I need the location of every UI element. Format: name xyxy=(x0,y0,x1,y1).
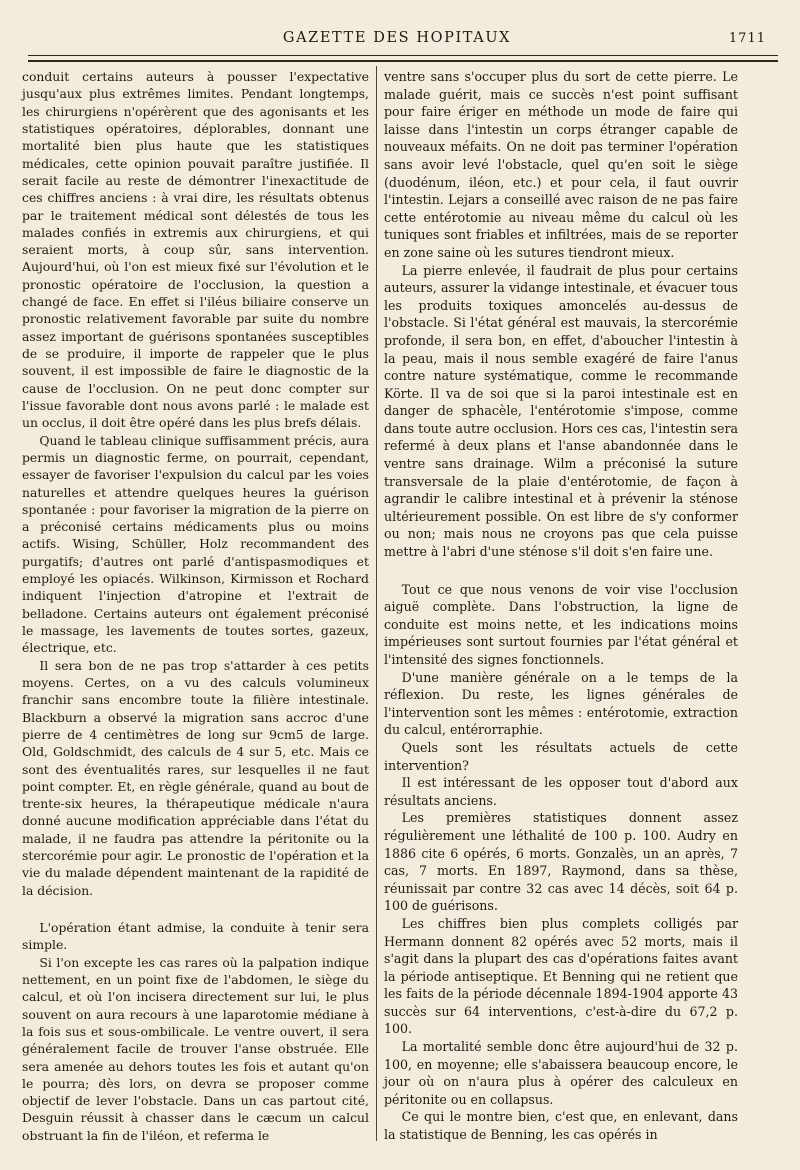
header-rule-thin xyxy=(28,55,778,56)
running-title: GAZETTE DES HOPITAUX xyxy=(282,30,512,46)
page-number: 1711 xyxy=(728,31,766,46)
paragraph: D'une manière générale on a le temps de la réflexion. Du reste, les lignes générales de l'intervention sont les mêmes : entérotomie, extraction du calcul, entérorraphie. xyxy=(384,669,738,738)
paragraph: Quels sont les résultats actuels de cette intervention? xyxy=(384,739,738,773)
paragraph: Quand le tableau clinique suffisamment précis, aura permis un diagnostic ferme, on pourrait, cependant, essayer de favoriser l'expulsion du calcul par les voies naturelles et attendre quelques heures la guérison spontanée : pour favoriser la migration de la pierre on a préconisé certains médicaments plus ou moins actifs. Wising, Schüller, Holz recommandent des purgatifs; d'autres ont parlé d'antispasmodiques et employé les opiacés. Wilkinson, Kirmisson et Rochard indiquent l'injection d'atropine et l'extrait de belladone. Certains auteurs ont également préconisé le massage, les lavements de toutes sortes, gazeux, électrique, etc. xyxy=(22,432,369,656)
paragraph: La pierre enlevée, il faudrait de plus pour certains auteurs, assurer la vidange intestinale, et évacuer tous les produits toxiques amoncelés au-dessus de l'obstacle. Si l'état général est mauvais, la stercorémie profonde, il sera bon, en effet, d'aboucher l'intestin à la peau, mais il nous semble exagéré de faire l'anus contre nature systématique, comme le recommande Körte. Il va de soi que si la paroi intestinale est en danger de sphacèle, l'entérotomie s'impose, comme dans toute autre occlusion. Hors ces cas, l'intestin sera refermé à deux plans et l'anse abandonnée dans le ventre sans drainage. Wilm a préconisé la suture transversale de la plaie d'entérotomie, de façon à agrandir le calibre intestinal et à prévenir la sténose ultérieurement possible. On est libre de s'y conformer ou non; mais nous ne croyons pas que cela puisse mettre à l'abri d'une sténose s'il doit s'en faire une. xyxy=(384,262,738,560)
paragraph: Il sera bon de ne pas trop s'attarder à ces petits moyens. Certes, on a vu des calculs volumineux franchir sans encombre toute la filière intestinale. Blackburn a observé la migration sans accroc d'une pierre de 4 centimètres de long sur 9cm5 de large. Old, Goldschmidt, des calculs de 4 sur 5, etc. Mais ce sont des éventualités rares, sur lesquelles il ne faut point compter. Et, en règle générale, quand au bout de trente-six heures, la thérapeutique médicale n'aura donné aucune modification appréciable dans l'état du malade, il ne faudra pas attendre la péritonite ou la stercorémie pour agir. Le pronostic de l'opération et la vie du malade dépendent maintenant de la rapidité de la décision. xyxy=(22,657,369,898)
paragraph: Il est intéressant de les opposer tout d'abord aux résultats anciens. xyxy=(384,775,738,808)
paragraph: conduit certains auteurs à pousser l'expectative jusqu'aux plus extrêmes limites. Pendant longtemps, les chirurgiens n'opérèrent que des agonisants et les statistiques opératoires, déplorables, donnant une mortalité bien plus haute que les statistiques médicales, cette opinion pouvait paraître justifiée. Il serait facile au reste de démontrer l'inexactitude de ces chiffres anciens : à vrai dire, les résultats obtenus par le traitement médical sont délestés de tous les malades confiés in extremis aux chirurgiens, et qui seraient morts, à coup sûr, sans intervention. Aujourd'hui, où l'on est mieux fixé sur l'évolution et le pronostic opératoire de l'occlusion, la question a changé de face. En effet si l'iléus biliaire conserve un pronostic relativement favorable par suite du nombre assez important de guérisons spontanées susceptibles de se produire, il importe de rappeler que le plus souvent, il est impossible de faire le diagnostic de la cause de l'occlusion. On ne peut donc compter sur l'issue favorable dont nous avons parlé : le malade est un occlus, il doit être opéré dans les plus brefs délais. xyxy=(22,69,369,431)
header-rule-thick xyxy=(28,60,778,62)
left-column xyxy=(22,68,369,1144)
page-header xyxy=(22,28,772,50)
paragraph: Les chiffres bien plus complets colligés par Hermann donnent 82 opérés avec 52 morts, mais il s'agit dans la plupart des cas d'opérations faites avant la période antiseptique. Et Benning qui ne retient que les faits de la période décennale 1894-1904 apporte 43 succès sur 64 interventions, c'est-à-dire du 67,2 p. 100. xyxy=(384,915,738,1037)
paragraph: Ce qui le montre bien, c'est que, en enlevant, dans la statistique de Benning, les cas opérés in xyxy=(384,1109,738,1143)
paragraph: ventre sans s'occuper plus du sort de cette pierre. Le malade guérit, mais ce succès n'est point suffisant pour faire ériger en méthode un mode de faire qui laisse dans l'intestin un corps étranger capable de nouveaux méfaits. On ne doit pas terminer l'opération sans avoir levé l'obstacle, quel qu'en soit le siège (duodénum, iléon, etc.) et pour cela, il faut ouvrir l'intestin. Lejars a conseillé avec raison de ne pas faire cette entérotomie au niveau même du calcul où les tuniques sont friables et infiltrées, mais de se reporter en zone saine où les sutures tiendront mieux. xyxy=(384,69,738,260)
paragraph: Tout ce que nous venons de voir vise l'occlusion aiguë complète. Dans l'obstruction, la ligne de conduite est moins nette, et les indications moins impérieuses sont surtout fournies par l'état général et l'intensité des signes fonctionnels. xyxy=(384,581,738,667)
paragraph: La mortalité semble donc être aujourd'hui de 32 p. 100, en moyenne; elle s'abaissera beaucoup encore, le jour où on n'aura plus à opérer des calculeux en péritonite ou en collapsus. xyxy=(384,1039,738,1107)
right-column xyxy=(384,68,738,1144)
paragraph: Les premières statistiques donnent assez régulièrement une léthalité de 100 p. 100. Audry en 1886 cite 6 opérés, 6 morts. Gonzalès, un an après, 7 cas, 7 morts. En 1897, Raymond, dans sa thèse, réunissait par contre 32 cas avec 14 décès, soit 64 p. 100 de guérisons. xyxy=(384,810,738,914)
paragraph: L'opération étant admise, la conduite à tenir sera simple. xyxy=(22,920,369,953)
column-divider xyxy=(376,66,377,1141)
paragraph: Si l'on excepte les cas rares où la palpation indique nettement, en un point fixe de l'abdomen, le siège du calcul, et où l'on incisera directement sur lui, le plus souvent on aura recours à une laparotomie médiane à la fois sus et sous-ombilicale. Le ventre ouvert, il sera généralement facile de trouver l'anse obstruée. Elle sera amenée au dehors toutes les fois et autant qu'on le pourra; dès lors, on devra se proposer comme objectif de lever l'obstacle. Dans un cas partout cité, Desguin réussit à chasser dans le cæcum un calcul obstruant la fin de l'iléon, et referma le xyxy=(22,954,369,1143)
